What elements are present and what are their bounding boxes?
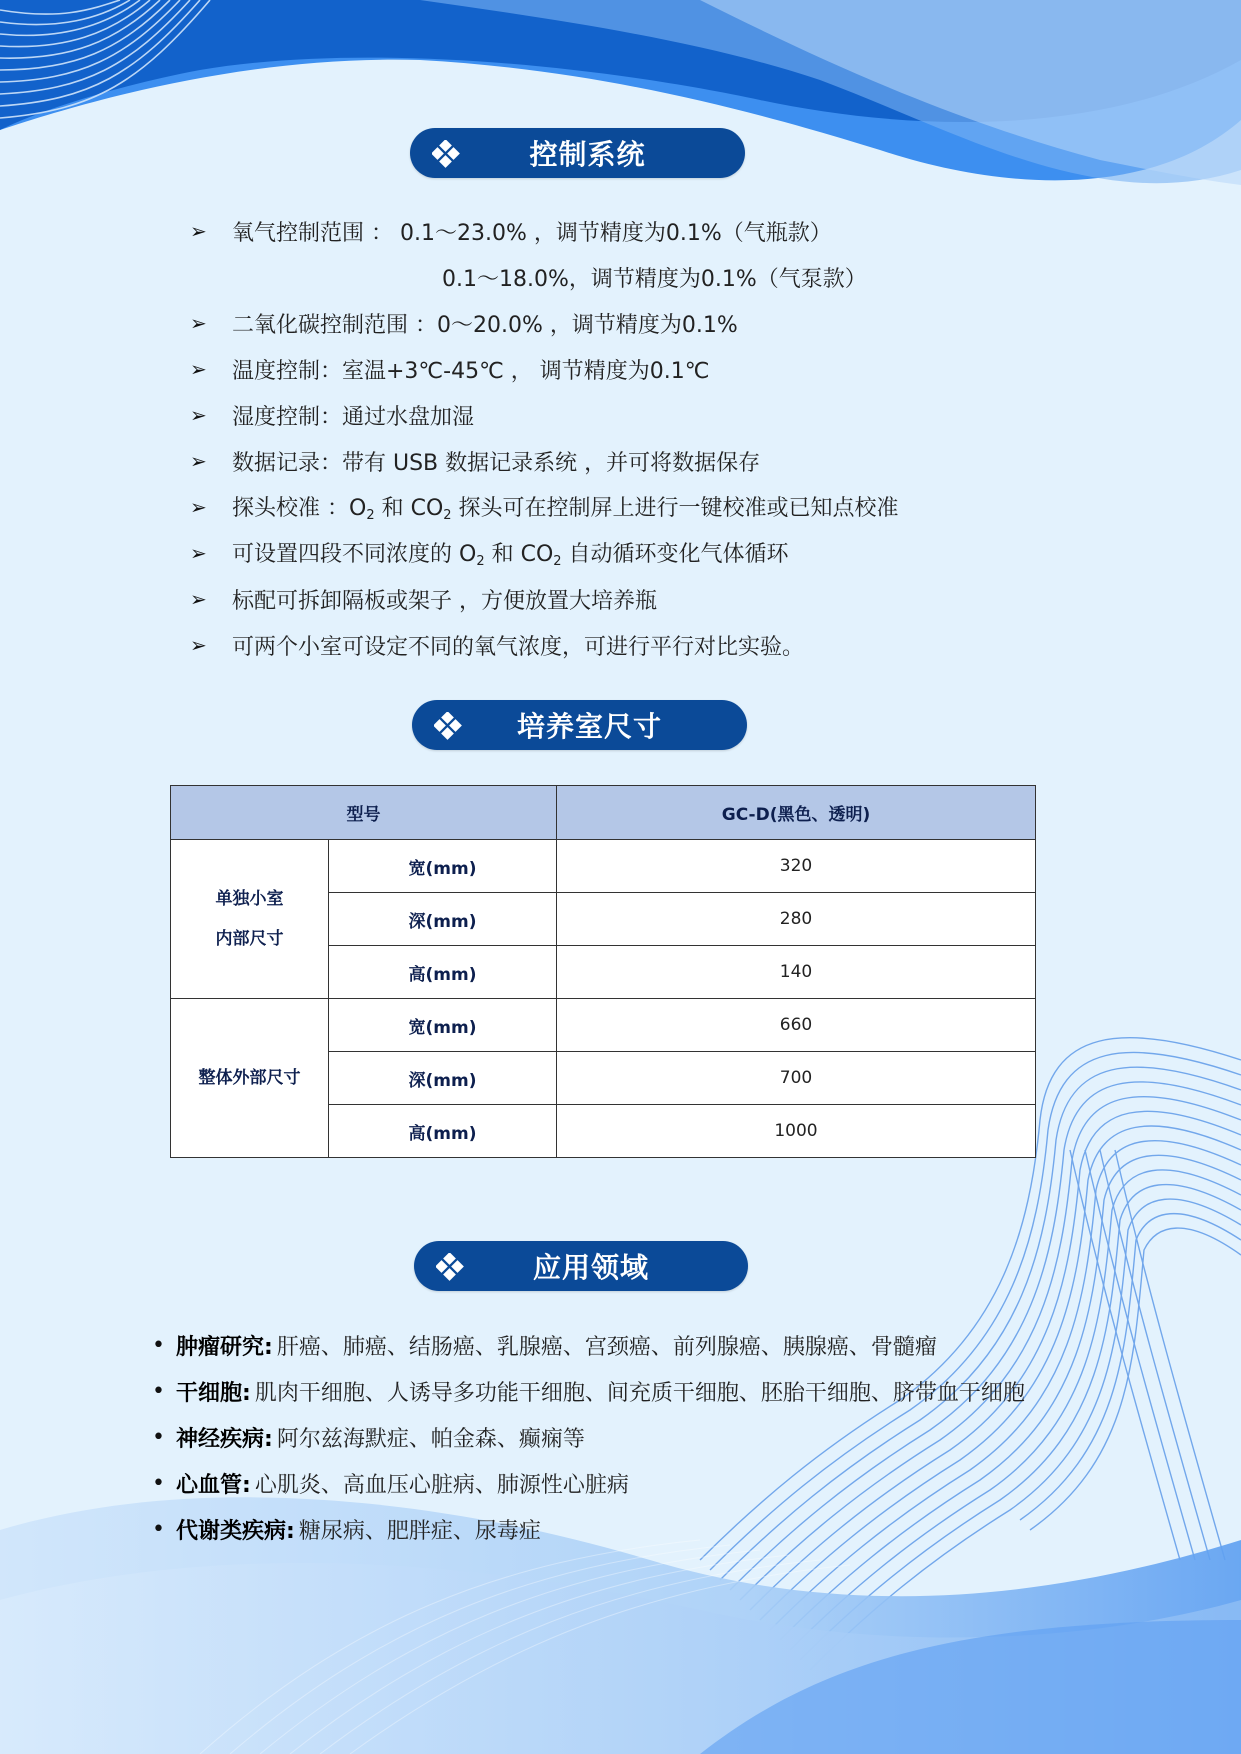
spec-item-oxygen-pump	[190, 254, 1070, 300]
section-header-chamber-size	[412, 700, 747, 750]
spec-text: 可设置四段不同浓度的 $O_2$ 和 $CO_2$ 自动循环变化气体循环	[232, 542, 789, 569]
bullet-dot-icon: •	[152, 1424, 165, 1450]
spec-item-data-log	[190, 438, 1070, 484]
arrow-bullet-icon: ➢	[190, 403, 207, 427]
control-spec-list	[190, 208, 1070, 668]
arrow-bullet-icon: ➢	[190, 357, 207, 381]
spec-text: 标配可拆卸隔板或架子 ，方便放置大培养瓶	[232, 588, 657, 614]
application-item-oncology	[152, 1322, 1152, 1368]
dimension-value: 280	[557, 893, 1036, 946]
application-text: 糖尿病、肥胖症、尿毒症	[298, 1518, 541, 1544]
spec-item-shelf	[190, 576, 1070, 622]
spec-item-gas-cycle	[190, 530, 1070, 576]
application-item-stem-cells	[152, 1368, 1152, 1414]
spec-text: 0.1～18.0%，调节精度为0.1%（气泵款）	[442, 266, 867, 292]
section-title: 应用领域	[532, 1251, 649, 1284]
group-outer-dimensions: 整体外部尺寸	[171, 999, 329, 1158]
dimension-label: 深(mm)	[329, 1052, 557, 1105]
section-header-control-system	[410, 128, 745, 178]
header-model: 型号	[171, 786, 557, 840]
table-header-row	[171, 786, 1036, 840]
bullet-dot-icon: •	[152, 1332, 165, 1358]
spec-text: 二氧化碳控制范围 ：0～20.0% ，调节精度为0.1%	[232, 312, 738, 338]
spec-item-temperature	[190, 346, 1070, 392]
dimension-label: 深(mm)	[329, 893, 557, 946]
dimension-value: 1000	[557, 1105, 1036, 1158]
application-text: 阿尔兹海默症、帕金森、癫痫等	[276, 1426, 585, 1452]
spec-item-probe-calibration	[190, 484, 1070, 530]
arrow-bullet-icon: ➢	[190, 495, 207, 519]
bullet-dot-icon: •	[152, 1378, 165, 1404]
application-item-metabolic	[152, 1506, 1152, 1552]
table-row	[171, 840, 1036, 893]
dimension-value: 700	[557, 1052, 1036, 1105]
application-label: 心血管:	[176, 1472, 251, 1498]
application-label: 代谢类疾病:	[176, 1518, 295, 1544]
section-title: 控制系统	[529, 138, 646, 171]
spec-text: 温度控制：室温+3℃-45℃ ， 调节精度为0.1℃	[232, 358, 710, 384]
arrow-bullet-icon: ➢	[190, 541, 207, 565]
arrow-bullet-icon: ➢	[190, 587, 207, 611]
dimension-value: 660	[557, 999, 1036, 1052]
bullet-dot-icon: •	[152, 1516, 165, 1542]
table-row	[171, 999, 1036, 1052]
spec-text: 探头校准 ：$O_2$ 和 $CO_2$ 探头可在控制屏上进行一键校准或已知点校准	[232, 496, 899, 523]
application-list	[152, 1322, 1152, 1552]
dimension-value: 320	[557, 840, 1036, 893]
spec-text: 数据记录：带有 USB 数据记录系统 ，并可将数据保存	[232, 450, 761, 476]
group-inner-dimensions: 单独小室 内部尺寸	[171, 840, 329, 999]
spec-item-humidity	[190, 392, 1070, 438]
application-text: 肝癌、肺癌、结肠癌、乳腺癌、宫颈癌、前列腺癌、胰腺癌、骨髓瘤	[276, 1334, 937, 1360]
dimension-value: 140	[557, 946, 1036, 999]
dimensions-table	[170, 785, 1036, 1158]
application-label: 肿瘤研究:	[176, 1334, 273, 1360]
spec-text: 氧气控制范围 ： 0.1～23.0% ，调节精度为0.1%（气瓶款）	[232, 220, 832, 246]
arrow-bullet-icon: ➢	[190, 449, 207, 473]
application-item-cardiovascular	[152, 1460, 1152, 1506]
dimension-label: 宽(mm)	[329, 999, 557, 1052]
application-item-neurology	[152, 1414, 1152, 1460]
application-label: 神经疾病:	[176, 1426, 273, 1452]
section-header-applications	[414, 1241, 748, 1291]
arrow-bullet-icon: ➢	[190, 311, 207, 335]
spec-item-dual-chamber	[190, 622, 1070, 668]
spec-text: 可两个小室可设定不同的氧气浓度，可进行平行对比实验。	[232, 634, 805, 660]
spec-text: 湿度控制：通过水盘加湿	[232, 404, 475, 430]
application-label: 干细胞:	[176, 1380, 251, 1406]
application-text: 心肌炎、高血压心脏病、肺源性心脏病	[254, 1472, 629, 1498]
arrow-bullet-icon: ➢	[190, 633, 207, 657]
spec-item-oxygen	[190, 208, 1070, 254]
bullet-dot-icon: •	[152, 1470, 165, 1496]
dimension-label: 宽(mm)	[329, 840, 557, 893]
spec-item-co2	[190, 300, 1070, 346]
header-model-value: GC-D(黑色、透明)	[557, 786, 1036, 840]
dimension-label: 高(mm)	[329, 1105, 557, 1158]
application-text: 肌肉干细胞、人诱导多功能干细胞、间充质干细胞、胚胎干细胞、脐带血干细胞	[254, 1380, 1025, 1406]
dimension-label: 高(mm)	[329, 946, 557, 999]
arrow-bullet-icon: ➢	[190, 219, 207, 243]
section-title: 培养室尺寸	[516, 710, 662, 743]
